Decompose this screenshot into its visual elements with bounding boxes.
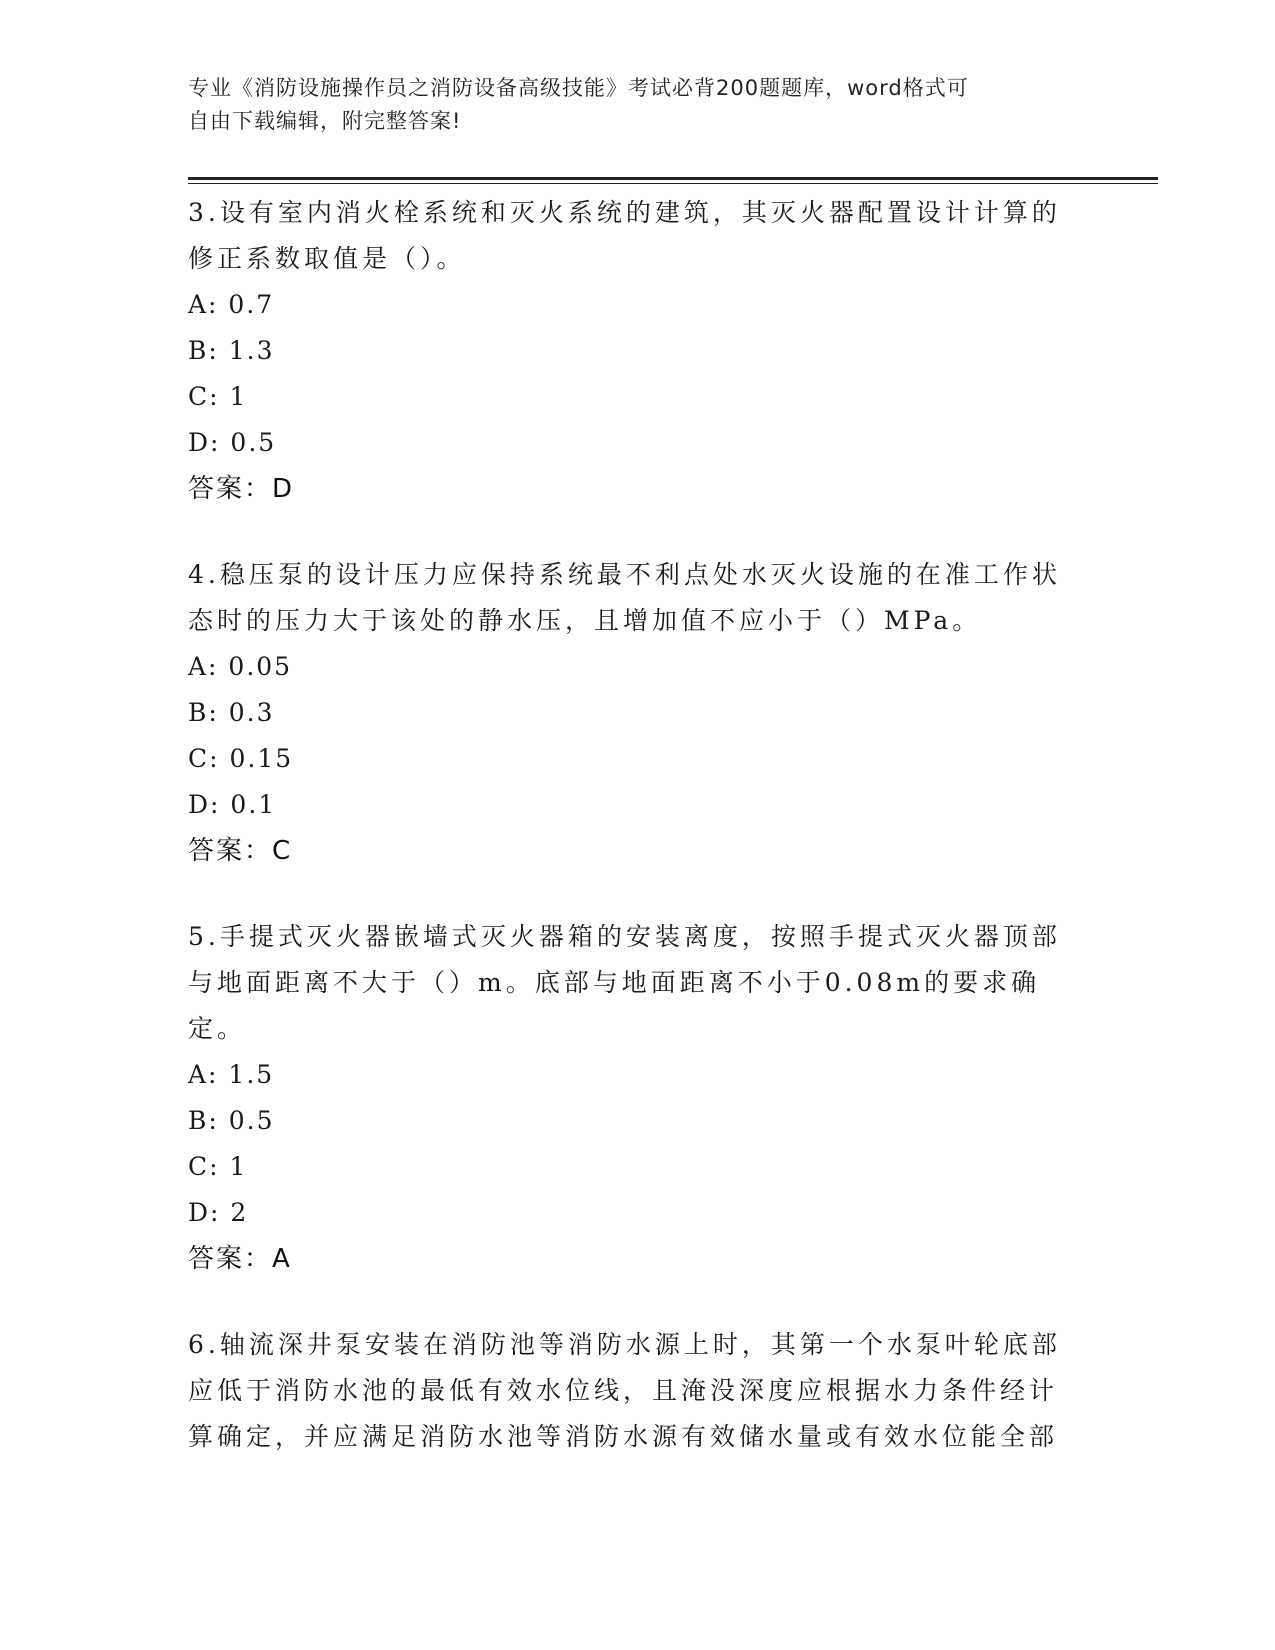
answer-line: 答案：D <box>188 474 295 504</box>
question-text: 手提式灭火器嵌墙式灭火器箱的安装离度，按照手提式灭火器顶部与地面距离不大于（）m。底部与地面距离不小于0.08m的要求确定。 <box>188 922 1061 1043</box>
question-stem <box>188 1322 1068 1460</box>
header-line-2: 自由下载编辑，附完整答案! <box>188 109 462 133</box>
question-number: 6. <box>188 1330 220 1359</box>
option-a: A: 0.05 <box>188 652 293 681</box>
option-c: C: 1 <box>188 382 248 411</box>
option-d: D: 0.1 <box>188 790 277 819</box>
option-b: B: 0.3 <box>188 698 275 727</box>
question-list <box>188 190 1068 1500</box>
question-number: 4. <box>188 560 220 589</box>
question-text: 轴流深井泵安装在消防池等消防水源上时，其第一个水泵叶轮底部应低于消防水池的最低有效水位线，且淹没深度应根据水力条件经计算确定，并应满足消防水池等消防水源有效储水量或有效水位能全部 <box>188 1330 1061 1451</box>
header-divider-thick <box>188 177 1158 180</box>
option-c: C: 0.15 <box>188 744 294 773</box>
question-number: 3. <box>188 198 220 227</box>
question-6 <box>188 1322 1068 1460</box>
option-d: D: 2 <box>188 1198 249 1227</box>
question-stem <box>188 914 1068 1052</box>
question-stem <box>188 552 1068 644</box>
option-c: C: 1 <box>188 1152 248 1181</box>
header-line-1: 专业《消防设施操作员之消防设备高级技能》考试必背200题题库，word格式可 <box>188 76 969 100</box>
question-stem <box>188 190 1068 282</box>
option-b: B: 1.3 <box>188 336 275 365</box>
option-d: D: 0.5 <box>188 428 277 457</box>
question-3 <box>188 190 1068 512</box>
header-divider-thin <box>188 183 1158 184</box>
option-a: A: 0.7 <box>188 290 275 319</box>
question-text: 设有室内消火栓系统和灭火系统的建筑，其灭火器配置设计计算的修正系数取值是（）。 <box>188 198 1061 273</box>
answer-line: 答案：A <box>188 1244 292 1274</box>
option-b: B: 0.5 <box>188 1106 275 1135</box>
document-header <box>188 72 1088 138</box>
answer-line: 答案：C <box>188 836 293 866</box>
option-a: A: 1.5 <box>188 1060 275 1089</box>
question-5 <box>188 914 1068 1282</box>
question-4 <box>188 552 1068 874</box>
question-text: 稳压泵的设计压力应保持系统最不利点处水灭火设施的在准工作状态时的压力大于该处的静水压，且增加值不应小于（）MPa。 <box>188 560 1061 635</box>
question-number: 5. <box>188 922 220 951</box>
